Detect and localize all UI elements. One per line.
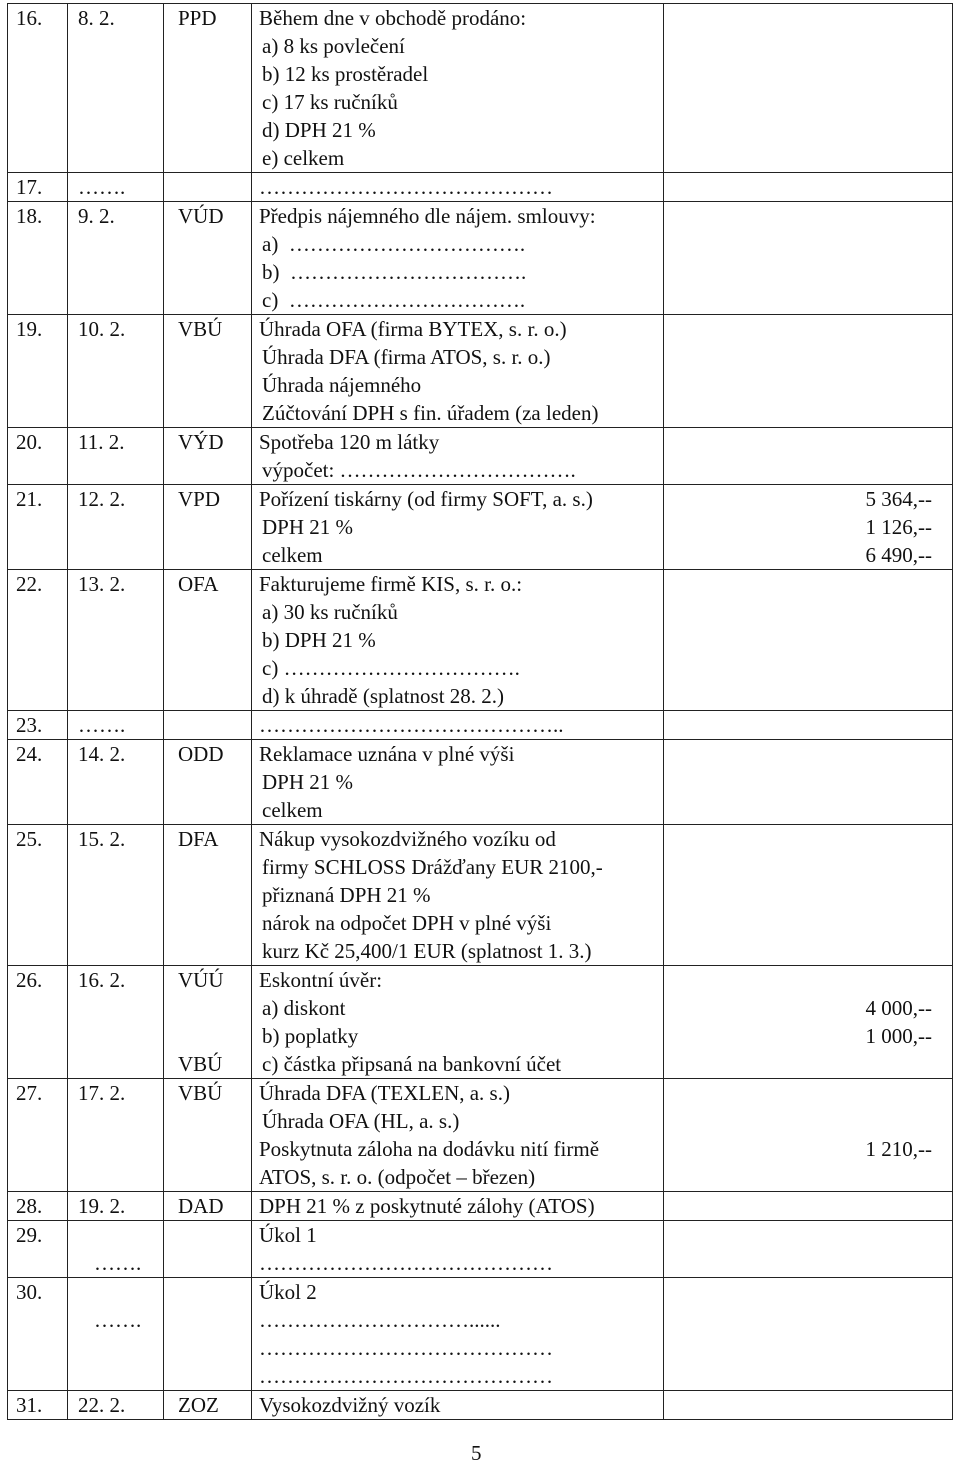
document-type: PPD [178, 6, 217, 30]
description-line: celkem [262, 798, 323, 822]
table-row [8, 570, 953, 711]
date-cell [68, 428, 164, 485]
document-type-cell [164, 1221, 252, 1278]
table-row [8, 966, 953, 1079]
table-row [8, 315, 953, 428]
entry-date: 19. 2. [78, 1194, 126, 1218]
amount-value: 1 000,-- [865, 1024, 932, 1048]
entry-date: 12. 2. [78, 487, 126, 511]
entry-date: 15. 2. [78, 827, 126, 851]
document-type [178, 994, 251, 1022]
description-line: přiznaná DPH 21 % [262, 883, 431, 907]
description-line: b) 12 ks prostěradel [262, 62, 429, 86]
description-line: firmy SCHLOSS Drážďany EUR 2100,- [262, 855, 603, 879]
description-line: a) diskont [262, 996, 346, 1020]
description-line: Nákup vysokozdvižného vozíku od [259, 827, 556, 851]
table-row [8, 1192, 953, 1221]
date-cell [68, 1079, 164, 1192]
table-row [8, 173, 953, 202]
table-row [8, 1221, 953, 1278]
date-cell [68, 173, 164, 202]
date-cell [68, 1391, 164, 1420]
entry-date: ……. [78, 713, 126, 737]
description-cell [252, 711, 664, 740]
description-line: Úhrada nájemného [262, 373, 422, 397]
description-line: …………………………………….. [259, 713, 564, 737]
entry-number-cell [8, 825, 68, 966]
amount-value [664, 966, 932, 994]
document-type [178, 1022, 251, 1050]
description-line: ATOS, s. r. o. (odpočet – březen) [259, 1165, 536, 1189]
amount-value [664, 740, 932, 768]
description-cell [252, 1221, 664, 1278]
date-cell [68, 711, 164, 740]
table-row [8, 1278, 953, 1391]
date-cell [68, 4, 164, 173]
entry-number: 29. [16, 1223, 43, 1247]
description-line: …………………………...... [259, 1308, 501, 1332]
description-line: Úhrada OFA (HL, a. s.) [262, 1109, 460, 1133]
amount-value [664, 1079, 932, 1107]
entry-date: 10. 2. [78, 317, 126, 341]
description-cell [252, 173, 664, 202]
table-row [8, 1079, 953, 1192]
entry-number: 31. [16, 1393, 43, 1417]
table-row [8, 202, 953, 315]
entry-number: 25. [16, 827, 43, 851]
amount-value [664, 825, 932, 853]
description-line: DPH 21 % [262, 770, 354, 794]
description-cell [252, 570, 664, 711]
date-cell [68, 1221, 164, 1278]
description-line: d) DPH 21 % [262, 118, 376, 142]
document-type: VÚÚ [178, 968, 224, 992]
description-line: d) k úhradě (splatnost 28. 2.) [262, 684, 505, 708]
amount-value [664, 4, 932, 32]
entry-date: ……. [78, 175, 126, 199]
amount-value [664, 428, 932, 456]
amount-value [664, 1050, 932, 1078]
amount-cell [664, 966, 953, 1079]
amount-value [664, 1192, 932, 1220]
document-type-cell [164, 711, 252, 740]
amount-cell [664, 825, 953, 966]
amount-value: 1 126,-- [865, 515, 932, 539]
entry-number-cell [8, 1221, 68, 1278]
entry-number: 24. [16, 742, 43, 766]
date-cell [68, 825, 164, 966]
document-type-cell [164, 1192, 252, 1221]
description-line: výpočet: ……………………………. [262, 458, 576, 482]
amount-value: 6 490,-- [865, 543, 932, 567]
amount-cell [664, 740, 953, 825]
description-line: Úhrada DFA (TEXLEN, a. s.) [259, 1081, 510, 1105]
document-type-cell [164, 1391, 252, 1420]
entry-number-cell [8, 740, 68, 825]
date-cell [68, 1192, 164, 1221]
document-type: VPD [178, 487, 221, 511]
document-type [178, 1278, 251, 1306]
table-row [8, 428, 953, 485]
entry-number-cell [8, 1391, 68, 1420]
description-cell [252, 740, 664, 825]
document-type: OFA [178, 572, 219, 596]
entry-date: ……. [94, 1251, 142, 1275]
table-row [8, 711, 953, 740]
description-line: Během dne v obchodě prodáno: [259, 6, 527, 30]
table-row [8, 4, 953, 173]
document-type: DFA [178, 827, 219, 851]
description-line: Úkol 2 [259, 1280, 317, 1304]
description-line: …………………………………… [259, 1336, 553, 1360]
description-cell [252, 4, 664, 173]
page-number: 5 [471, 1441, 482, 1465]
table-row [8, 485, 953, 570]
date-cell [68, 315, 164, 428]
description-line: celkem [262, 543, 323, 567]
entry-number-cell [8, 315, 68, 428]
entry-number: 28. [16, 1194, 43, 1218]
document-type: VBÚ [178, 1052, 223, 1076]
description-line: c) ……………………………. [262, 656, 520, 680]
amount-cell [664, 202, 953, 315]
document-type-cell [164, 202, 252, 315]
description-line: Eskontní úvěr: [259, 968, 383, 992]
entry-number: 20. [16, 430, 43, 454]
entry-number: 30. [16, 1280, 43, 1304]
document-type-cell [164, 966, 252, 1079]
entry-date [78, 1278, 163, 1306]
entry-date: 13. 2. [78, 572, 126, 596]
entry-number: 17. [16, 175, 43, 199]
amount-cell [664, 1221, 953, 1278]
entry-number-cell [8, 1079, 68, 1192]
description-line: Zúčtování DPH s fin. úřadem (za leden) [262, 401, 599, 425]
amount-value [664, 1107, 932, 1135]
description-line: DPH 21 % z poskytnuté zálohy (ATOS) [259, 1194, 595, 1218]
description-cell [252, 825, 664, 966]
date-cell [68, 1278, 164, 1391]
entry-number-cell [8, 173, 68, 202]
entry-number: 23. [16, 713, 43, 737]
description-line: Reklamace uznána v plné výši [259, 742, 515, 766]
amount-value [664, 711, 932, 739]
entry-number: 16. [16, 6, 43, 30]
date-cell [68, 966, 164, 1079]
description-line: nárok na odpočet DPH v plné výši [262, 911, 552, 935]
entry-date: 16. 2. [78, 968, 126, 992]
amount-cell [664, 4, 953, 173]
description-cell [252, 1192, 664, 1221]
amount-value [664, 1391, 932, 1419]
description-line: b) ……………………………. [262, 260, 527, 284]
amount-cell [664, 711, 953, 740]
entry-number-cell [8, 428, 68, 485]
description-line: a) ……………………………. [262, 232, 526, 256]
amount-cell [664, 315, 953, 428]
amount-cell [664, 1391, 953, 1420]
description-cell [252, 485, 664, 570]
entry-number-cell [8, 485, 68, 570]
entry-number-cell [8, 1278, 68, 1391]
amount-cell [664, 173, 953, 202]
description-cell [252, 315, 664, 428]
table-row [8, 740, 953, 825]
document-type [178, 173, 251, 201]
description-cell [252, 428, 664, 485]
description-line: a) 30 ks ručníků [262, 600, 398, 624]
description-cell [252, 966, 664, 1079]
amount-cell [664, 570, 953, 711]
document-type-cell [164, 570, 252, 711]
table-row [8, 1391, 953, 1420]
document-type: ODD [178, 742, 224, 766]
entry-number: 18. [16, 204, 43, 228]
entry-date: 17. 2. [78, 1081, 126, 1105]
description-cell [252, 1079, 664, 1192]
amount-value [664, 315, 932, 343]
entry-number-cell [8, 966, 68, 1079]
amount-cell [664, 485, 953, 570]
description-line: c) 17 ks ručníků [262, 90, 398, 114]
entry-number: 26. [16, 968, 43, 992]
entry-number-cell [8, 4, 68, 173]
document-type-cell [164, 1079, 252, 1192]
document-type: ZOZ [178, 1393, 219, 1417]
date-cell [68, 570, 164, 711]
document-type-cell [164, 825, 252, 966]
description-line: …………………………………… [259, 1251, 553, 1275]
description-cell [252, 202, 664, 315]
amount-value [664, 1278, 932, 1306]
entry-date: 11. 2. [78, 430, 125, 454]
description-line: DPH 21 % [262, 515, 354, 539]
amount-value: 4 000,-- [865, 996, 932, 1020]
document-type-cell [164, 485, 252, 570]
entry-number-cell [8, 711, 68, 740]
description-line: Předpis nájemného dle nájem. smlouvy: [259, 204, 596, 228]
document-type [178, 1221, 251, 1249]
entry-number: 27. [16, 1081, 43, 1105]
description-line: Úhrada DFA (firma ATOS, s. r. o.) [262, 345, 551, 369]
entry-date: 14. 2. [78, 742, 126, 766]
entry-date: 22. 2. [78, 1393, 126, 1417]
description-line: Úkol 1 [259, 1223, 317, 1247]
description-cell [252, 1278, 664, 1391]
description-line: Fakturujeme firmě KIS, s. r. o.: [259, 572, 523, 596]
table-row [8, 825, 953, 966]
description-line: c) částka připsaná na bankovní účet [262, 1052, 562, 1076]
entry-date: ……. [94, 1308, 142, 1332]
entry-number: 22. [16, 572, 43, 596]
description-line: e) celkem [262, 146, 345, 170]
entry-number-cell [8, 202, 68, 315]
amount-value [664, 570, 932, 598]
entry-date: 8. 2. [78, 6, 115, 30]
date-cell [68, 740, 164, 825]
date-cell [68, 485, 164, 570]
document-type-cell [164, 4, 252, 173]
description-line: a) 8 ks povlečení [262, 34, 405, 58]
entry-date [78, 1221, 163, 1249]
amount-cell [664, 1278, 953, 1391]
entry-number-cell [8, 570, 68, 711]
document-type [178, 711, 251, 739]
document-type: VÝD [178, 430, 224, 454]
document-type: VBÚ [178, 317, 223, 341]
description-line: c) ……………………………. [262, 288, 526, 312]
description-line: …………………………………… [259, 175, 553, 199]
document-type-cell [164, 428, 252, 485]
description-cell [252, 1391, 664, 1420]
document-type: DAD [178, 1194, 224, 1218]
amount-value [664, 1163, 932, 1191]
date-cell [68, 202, 164, 315]
entry-number-cell [8, 1192, 68, 1221]
document-type-cell [164, 315, 252, 428]
document-type-cell [164, 1278, 252, 1391]
description-line: …………………………………… [259, 1364, 553, 1388]
description-line: b) DPH 21 % [262, 628, 376, 652]
accounting-exercise-table [7, 3, 953, 1420]
description-line: Úhrada OFA (firma BYTEX, s. r. o.) [259, 317, 567, 341]
entry-number: 21. [16, 487, 43, 511]
description-line: Poskytnuta záloha na dodávku nití firmě [259, 1137, 600, 1161]
description-line: Pořízení tiskárny (od firmy SOFT, a. s.) [259, 487, 593, 511]
description-line: b) poplatky [262, 1024, 359, 1048]
document-type: VÚD [178, 204, 224, 228]
amount-cell [664, 1079, 953, 1192]
description-line: Vysokozdvižný vozík [259, 1393, 441, 1417]
document-type-cell [164, 173, 252, 202]
amount-value [664, 202, 932, 230]
document-type-cell [164, 740, 252, 825]
amount-cell [664, 428, 953, 485]
amount-value: 5 364,-- [865, 487, 932, 511]
amount-value [664, 173, 932, 201]
description-line: kurz Kč 25,400/1 EUR (splatnost 1. 3.) [262, 939, 592, 963]
entry-date: 9. 2. [78, 204, 115, 228]
amount-value [664, 1221, 932, 1249]
document-type: VBÚ [178, 1081, 223, 1105]
description-line: Spotřeba 120 m látky [259, 430, 440, 454]
amount-cell [664, 1192, 953, 1221]
entry-number: 19. [16, 317, 43, 341]
amount-value: 1 210,-- [865, 1137, 932, 1161]
